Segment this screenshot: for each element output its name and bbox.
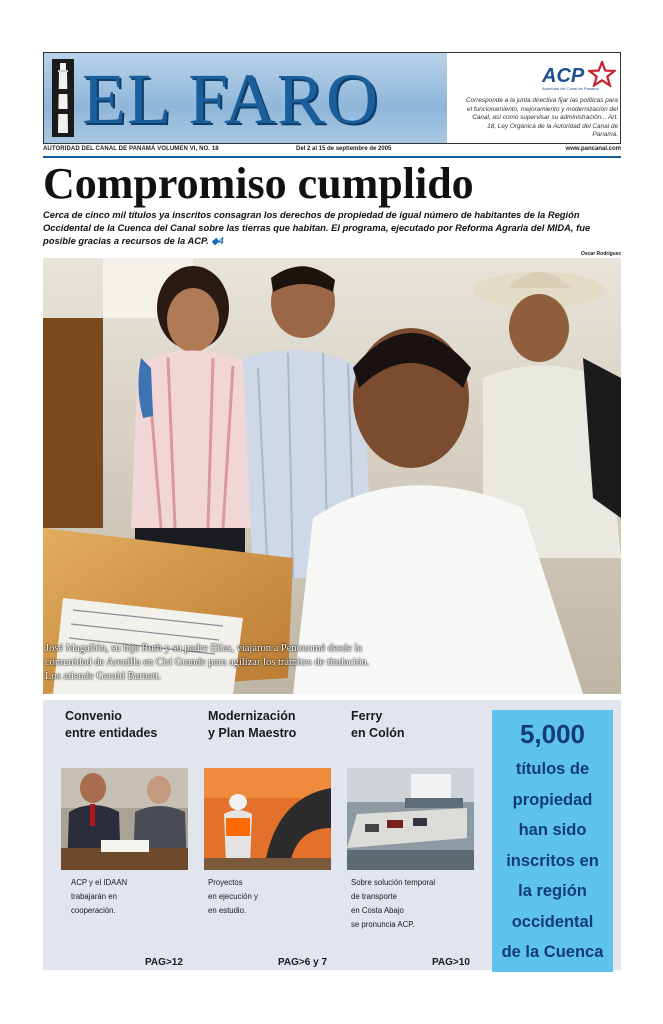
masthead-quote: Corresponde a la junta directiva fijar las políticas para el funcionamiento, mejoramiento y modernización del Canal, así como supervisar su administración... Art. 18, Ley Orgánica de la Autoridad del Canal de Panamá. <box>465 97 618 139</box>
main-photo <box>43 258 621 694</box>
teaser-text-convenio: ACP y el IDAAN trabajarán en cooperación. <box>71 878 128 915</box>
page-link-convenio[interactable]: PAG>12 <box>145 957 183 968</box>
masthead <box>43 52 621 144</box>
teaser-photo-ferry[interactable] <box>347 768 474 870</box>
workers-photo-icon <box>204 768 331 870</box>
issue-dates: Del 2 al 15 de septiembre de 2005 <box>296 146 392 152</box>
photo-credit: Oscar Rodríguez <box>580 251 621 257</box>
lead-paragraph <box>43 208 621 247</box>
page-link-modernizacion[interactable]: PAG>6 y 7 <box>278 957 328 968</box>
caption-line: José Magallón, su hija Ruth y su padre Elías, viajaron a Penonomé desde la <box>45 643 362 654</box>
teaser-title-modernizacion[interactable]: Modernización y Plan Maestro <box>208 709 297 740</box>
caption-line: comunidad de Arenilla en Cirí Grande para agilizar los trámites de titulación. <box>45 657 370 668</box>
publisher-volume: AUTORIDAD DEL CANAL DE PANAMÁ VOLUMEN VI, NO. 18 <box>43 146 219 152</box>
page-link-ferry[interactable]: PAG>10 <box>432 957 470 968</box>
lead-text: Cerca de cinco mil títulos ya inscritos consagran los derechos de propiedad de igual número de habitantes de la Región Occidental de la Cuenca del Canal sobre las tierras que habitan. El programa, ejecutado por Reforma Agraria del MIDA, fue posible gracias a recursos de la ACP. <box>43 209 591 246</box>
signing-photo-icon <box>61 768 188 870</box>
acp-logo: ACP Autoridad del Canal de Panamá <box>542 61 618 91</box>
ferry-photo-icon <box>347 768 474 870</box>
info-line <box>43 146 621 156</box>
website-link[interactable]: www.pancanal.com <box>565 146 621 152</box>
caption-line: Los atiende Gerald Barnett. <box>45 671 162 682</box>
stat-description: títulos de propiedad han sido inscritos en la región occidental de la Cuenca <box>501 760 604 961</box>
photo-caption <box>45 642 445 684</box>
teaser-title-ferry[interactable]: Ferry en Colón <box>351 709 405 740</box>
teaser-text-ferry: Sobre solución temporal de transporte en Costa Abajo se pronuncia ACP. <box>351 878 436 929</box>
newspaper-title: EL FARO <box>82 59 380 139</box>
stat-number: 5,000 <box>519 719 586 749</box>
acp-star-icon <box>588 61 616 87</box>
divider <box>43 156 621 158</box>
continue-arrow-icon[interactable]: ◆4 <box>211 235 224 246</box>
stat-callout <box>492 710 613 972</box>
teasers-panel <box>43 700 621 970</box>
teaser-title-convenio[interactable]: Convenio entre entidades <box>65 709 158 740</box>
photo-illustration <box>43 258 621 694</box>
teaser-photo-convenio[interactable] <box>61 768 188 870</box>
masthead-banner <box>44 53 447 143</box>
teaser-text-modernizacion: Proyectos en ejecución y en estudio. <box>208 878 258 915</box>
headline: Compromiso cumplido <box>43 159 474 208</box>
teaser-photo-modernizacion[interactable] <box>204 768 331 870</box>
lighthouse-icon <box>52 59 74 137</box>
